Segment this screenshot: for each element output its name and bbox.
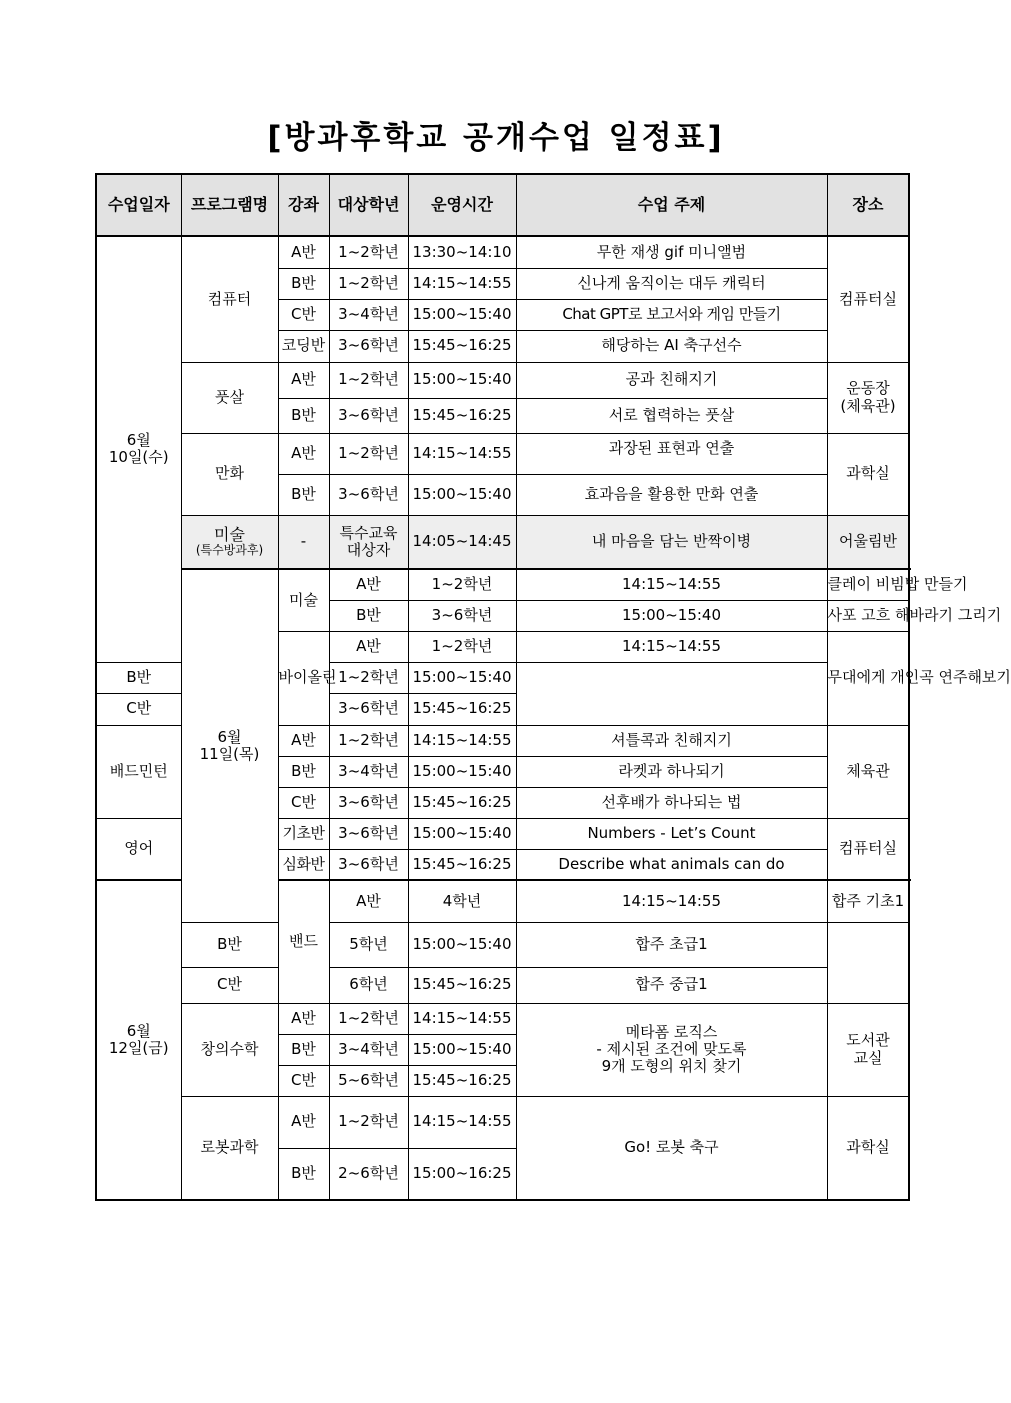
time-cell: 15:45~16:25: [408, 693, 516, 725]
class-cell: A반: [329, 880, 408, 922]
date-day: 12일(금): [108, 1039, 169, 1057]
topic-cell: 클레이 비빔밥 만들기: [827, 569, 909, 600]
time-cell: 13:30~14:10: [408, 236, 516, 268]
time-cell: 14:15~14:55: [408, 1096, 516, 1148]
grade-cell: 3~4학년: [329, 299, 408, 330]
place-line: 운동장: [846, 379, 890, 398]
topic-cell: 과장된 표현과 연출: [516, 433, 827, 474]
date-day: 11일(목): [199, 744, 260, 763]
program-name: 밴드: [278, 880, 329, 1003]
place-cell: 과학실: [827, 1096, 909, 1200]
grade-cell: 1~2학년: [329, 662, 408, 693]
grade-cell: 1~2학년: [408, 569, 516, 600]
class-cell: C반: [278, 787, 329, 818]
grade-cell: 3~6학년: [329, 330, 408, 362]
table-row: [96, 967, 909, 1003]
grade-cell: 3~4학년: [329, 756, 408, 787]
class-cell: C반: [96, 693, 181, 725]
time-cell: 14:15~14:55: [408, 433, 516, 474]
grade-cell: 6학년: [329, 967, 408, 1003]
program-name: 로봇과학: [181, 1096, 278, 1200]
topic-cell: [516, 1003, 827, 1096]
topic-cell: Describe what animals can do: [516, 849, 827, 880]
table-row: [96, 922, 909, 967]
program-name: [181, 515, 278, 569]
class-cell: 코딩반: [278, 330, 329, 362]
class-cell: 기초반: [278, 818, 329, 849]
topic-cell: 서로 협력하는 풋살: [516, 398, 827, 433]
class-cell: B반: [278, 398, 329, 433]
class-cell: C반: [278, 1065, 329, 1096]
class-cell: C반: [181, 967, 278, 1003]
class-cell: A반: [278, 725, 329, 756]
grade-cell: 3~6학년: [329, 693, 408, 725]
place-line: 교실: [853, 1048, 883, 1067]
grade-cell: 4학년: [408, 880, 516, 922]
topic-cell: 선후배가 하나되는 법: [516, 787, 827, 818]
class-cell: A반: [278, 362, 329, 398]
time-cell: 15:45~16:25: [408, 330, 516, 362]
time-cell: 15:00~15:40: [408, 818, 516, 849]
place-line: 도서관: [846, 1031, 890, 1050]
topic-cell: 사포 고흐 해바라기 그리기: [827, 600, 909, 631]
table-row: [96, 569, 909, 600]
grade-cell: 5~6학년: [329, 1065, 408, 1096]
time-cell: 15:45~16:25: [408, 1065, 516, 1096]
class-cell: B반: [278, 268, 329, 299]
time-cell: 14:15~14:55: [516, 569, 827, 600]
program-name: 풋살: [181, 362, 278, 433]
class-cell: 심화반: [278, 849, 329, 880]
date-day: 10일(수): [108, 448, 169, 467]
header-class: 강좌: [278, 174, 329, 236]
header-topic: 수업 주제: [516, 174, 827, 236]
table-row: [96, 362, 909, 398]
topic-cell: 셔틀콕과 친해지기: [516, 725, 827, 756]
grade-cell: 1~2학년: [329, 268, 408, 299]
table-row: [96, 515, 909, 569]
class-cell: A반: [278, 433, 329, 474]
topic-line: 9개 도형의 위치 찾기: [601, 1057, 742, 1076]
header-place: 장소: [827, 174, 909, 236]
program-name: 미술: [278, 569, 329, 631]
program-name-main: 미술: [214, 524, 245, 544]
header-grade: 대상학년: [329, 174, 408, 236]
place-line: (체육관): [840, 396, 896, 415]
class-cell: B반: [96, 662, 181, 693]
time-cell: 15:00~15:40: [516, 600, 827, 631]
place-cell: [827, 1003, 909, 1096]
grade-cell: 1~2학년: [329, 1096, 408, 1148]
topic-line: - 제시된 조건에 맞도록: [596, 1039, 747, 1058]
header-time: 운영시간: [408, 174, 516, 236]
date-month: 6월: [126, 1021, 151, 1040]
header-date: 수업일자: [96, 174, 181, 236]
class-cell: B반: [278, 1148, 329, 1200]
time-cell: 15:00~15:40: [408, 474, 516, 515]
program-name: 바이올린: [278, 631, 329, 725]
schedule-table: [95, 173, 1011, 1201]
time-cell: 14:15~14:55: [516, 631, 827, 662]
grade-cell: 1~2학년: [329, 1003, 408, 1034]
class-cell: B반: [329, 600, 408, 631]
grade-cell: 1~2학년: [329, 433, 408, 474]
table-row: [96, 236, 909, 268]
place-cell: 컴퓨터실: [827, 236, 909, 362]
program-name: 배드민턴: [96, 725, 181, 818]
class-cell: A반: [278, 1096, 329, 1148]
time-cell: 14:15~14:55: [516, 880, 827, 922]
topic-cell: Go! 로봇 축구: [516, 1096, 827, 1200]
time-cell: 15:45~16:25: [408, 849, 516, 880]
grade-cell: 1~2학년: [329, 725, 408, 756]
table-row: [96, 433, 909, 474]
time-cell: 15:45~16:25: [408, 967, 516, 1003]
topic-line: 메타폼 로직스: [625, 1022, 718, 1041]
topic-cell: 합주 기초1: [827, 880, 909, 922]
time-cell: 15:00~15:40: [408, 922, 516, 967]
grade-line: 대상자: [346, 540, 391, 559]
topic-cell: 내 마음을 담는 반짝이병: [516, 515, 827, 569]
topic-cell: Chat GPT로 보고서와 게임 만들기: [516, 299, 827, 330]
table-row: [96, 1003, 909, 1034]
class-cell: A반: [278, 236, 329, 268]
class-cell: B반: [278, 756, 329, 787]
grade-cell: 5학년: [329, 922, 408, 967]
topic-cell: 공과 친해지기: [516, 362, 827, 398]
time-cell: 15:00~15:40: [408, 1034, 516, 1065]
grade-cell: 1~2학년: [408, 631, 516, 662]
program-name: 영어: [96, 818, 181, 880]
program-name: 창의수학: [181, 1003, 278, 1096]
time-cell: 14:15~14:55: [408, 725, 516, 756]
grade-cell: 1~2학년: [329, 362, 408, 398]
grade-cell: 3~6학년: [329, 818, 408, 849]
class-cell: B반: [278, 474, 329, 515]
page-title: [방과후학교 공개수업 일정표]: [267, 120, 725, 156]
program-name-sub: (특수방과후): [195, 543, 264, 558]
time-cell: 15:00~15:40: [408, 299, 516, 330]
grade-cell: 3~4학년: [329, 1034, 408, 1065]
topic-cell: 신나게 움직이는 대두 캐릭터: [516, 268, 827, 299]
grade-line: 특수교육: [339, 523, 398, 542]
table-row: [96, 1096, 909, 1148]
date-cell: [96, 236, 181, 662]
place-cell: 컴퓨터실: [827, 818, 909, 880]
class-cell: A반: [278, 1003, 329, 1034]
topic-cell: 무대에게 개인곡 연주해보기: [827, 631, 909, 725]
class-cell: -: [278, 515, 329, 569]
header-row: [96, 174, 909, 236]
header-program: 프로그램명: [181, 174, 278, 236]
grade-cell: 2~6학년: [329, 1148, 408, 1200]
grade-cell: 3~6학년: [329, 787, 408, 818]
class-cell: B반: [278, 1034, 329, 1065]
time-cell: 15:00~16:25: [408, 1148, 516, 1200]
program-name: 만화: [181, 433, 278, 515]
place-cell: 체육관: [827, 725, 909, 818]
place-cell: 어울림반: [827, 515, 909, 569]
time-cell: 14:15~14:55: [408, 268, 516, 299]
topic-cell: 효과음을 활용한 만화 연출: [516, 474, 827, 515]
topic-cell: 합주 중급1: [516, 967, 827, 1003]
date-month: 6월: [217, 727, 242, 746]
time-cell: 15:45~16:25: [408, 787, 516, 818]
grade-cell: 1~2학년: [329, 236, 408, 268]
class-cell: A반: [329, 569, 408, 600]
grade-cell: 3~6학년: [329, 398, 408, 433]
class-cell: C반: [278, 299, 329, 330]
time-cell: 14:05~14:45: [408, 515, 516, 569]
place-cell: 과학실: [827, 433, 909, 515]
date-cell: [181, 569, 278, 922]
topic-cell: 해당하는 AI 축구선수: [516, 330, 827, 362]
time-cell: 15:00~15:40: [408, 662, 516, 693]
grade-cell: 3~6학년: [329, 474, 408, 515]
time-cell: 15:00~15:40: [408, 362, 516, 398]
class-cell: B반: [181, 922, 278, 967]
topic-cell: 무한 재생 gif 미니앨범: [516, 236, 827, 268]
date-cell: [96, 880, 181, 1200]
program-name: 컴퓨터: [181, 236, 278, 362]
topic-cell: 합주 초급1: [516, 922, 827, 967]
time-cell: 15:45~16:25: [408, 398, 516, 433]
topic-cell: 라켓과 하나되기: [516, 756, 827, 787]
date-month: 6월: [126, 431, 151, 449]
grade-cell: 3~6학년: [329, 849, 408, 880]
topic-cell: Numbers - Let’s Count: [516, 818, 827, 849]
grade-cell: 3~6학년: [408, 600, 516, 631]
place-cell: [827, 362, 909, 433]
grade-cell: [329, 515, 408, 569]
time-cell: 14:15~14:55: [408, 1003, 516, 1034]
class-cell: A반: [329, 631, 408, 662]
time-cell: 15:00~15:40: [408, 756, 516, 787]
